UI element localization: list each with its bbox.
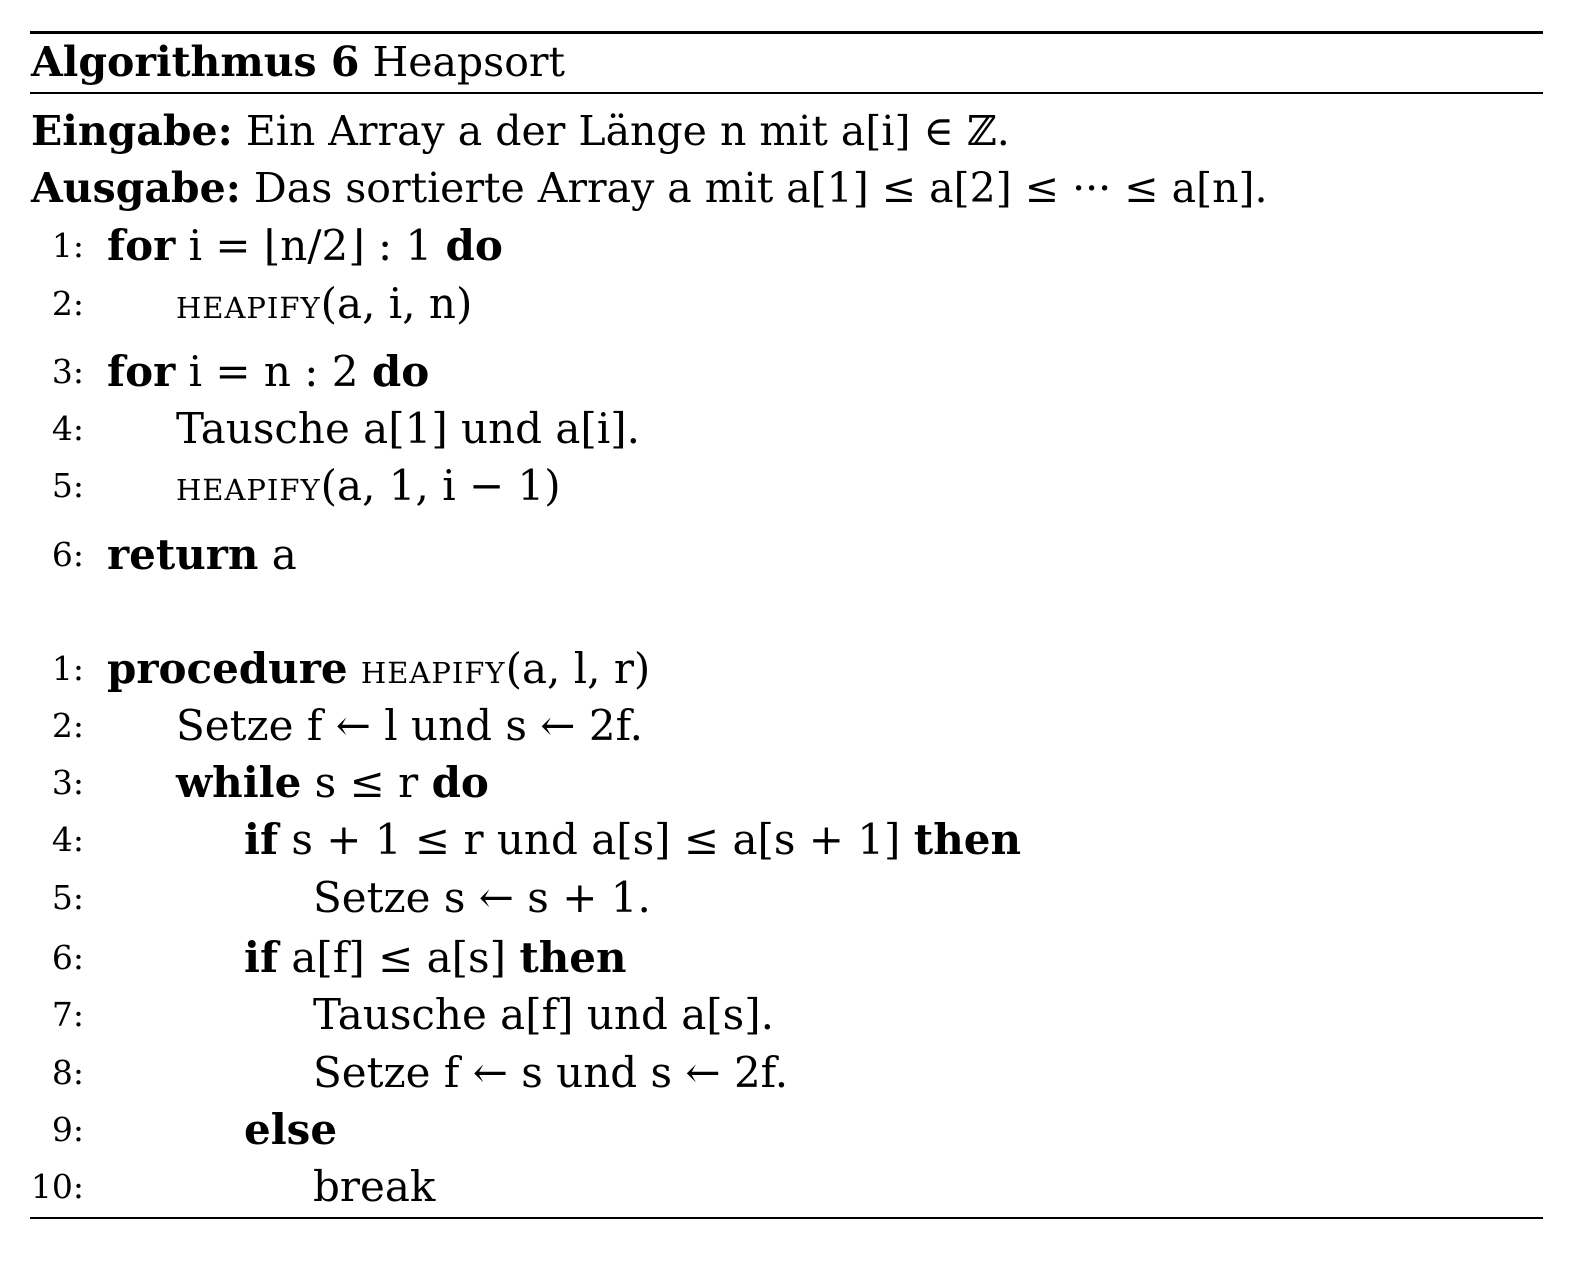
line-number: 4: xyxy=(51,820,84,859)
line-number: 3: xyxy=(51,352,84,391)
line-number: 4: xyxy=(51,409,84,448)
caption-rule xyxy=(30,92,1543,94)
output-label: Ausgabe: xyxy=(31,164,241,212)
line-code: while s ≤ r do xyxy=(176,758,489,807)
line-number: 2: xyxy=(51,706,84,745)
bottom-rule xyxy=(30,1217,1543,1219)
line-number: 8: xyxy=(51,1053,84,1092)
line-number: 5: xyxy=(51,466,84,505)
line-code: procedure heapify(a, l, r) xyxy=(107,644,651,693)
line-code: Setze f ← s und s ← 2f. xyxy=(313,1048,789,1097)
line-number: 2: xyxy=(51,284,84,323)
line-code: if s + 1 ≤ r und a[s] ≤ a[s + 1] then xyxy=(244,815,1021,864)
input-label: Eingabe: xyxy=(31,107,233,155)
top-rule xyxy=(30,31,1543,34)
line-number: 1: xyxy=(51,649,84,688)
input-text: Ein Array a der Länge n mit a[i] ∈ ℤ. xyxy=(245,107,1010,155)
output-text: Das sortierte Array a mit a[1] ≤ a[2] ≤ ··· ≤ a[n]. xyxy=(253,164,1268,212)
line-code: return a xyxy=(107,530,297,579)
algorithm-title: Heapsort xyxy=(372,38,565,86)
line-code: else xyxy=(244,1105,338,1154)
line-code: break xyxy=(313,1162,436,1211)
line-code: Tausche a[f] und a[s]. xyxy=(313,990,774,1039)
line-code: if a[f] ≤ a[s] then xyxy=(244,933,627,982)
algorithm-label: Algorithmus 6 xyxy=(31,38,360,86)
line-number: 1: xyxy=(51,226,84,265)
input-line xyxy=(31,103,1010,159)
line-number: 9: xyxy=(51,1110,84,1149)
algorithm-caption xyxy=(31,38,565,86)
line-code: heapify(a, i, n) xyxy=(176,279,473,328)
line-number: 10: xyxy=(30,1167,84,1206)
line-number: 6: xyxy=(51,535,84,574)
output-line xyxy=(31,160,1268,216)
line-code: for i = ⌊n/2⌋ : 1 do xyxy=(107,221,503,270)
line-number: 6: xyxy=(51,938,84,977)
line-code: Setze f ← l und s ← 2f. xyxy=(176,701,643,750)
line-number: 3: xyxy=(51,763,84,802)
line-number: 5: xyxy=(51,878,84,917)
line-number: 7: xyxy=(51,995,84,1034)
line-code: for i = n : 2 do xyxy=(107,347,430,396)
line-code: Tausche a[1] und a[i]. xyxy=(176,404,640,453)
line-code: Setze s ← s + 1. xyxy=(313,873,651,922)
line-code: heapify(a, 1, i − 1) xyxy=(176,461,561,510)
